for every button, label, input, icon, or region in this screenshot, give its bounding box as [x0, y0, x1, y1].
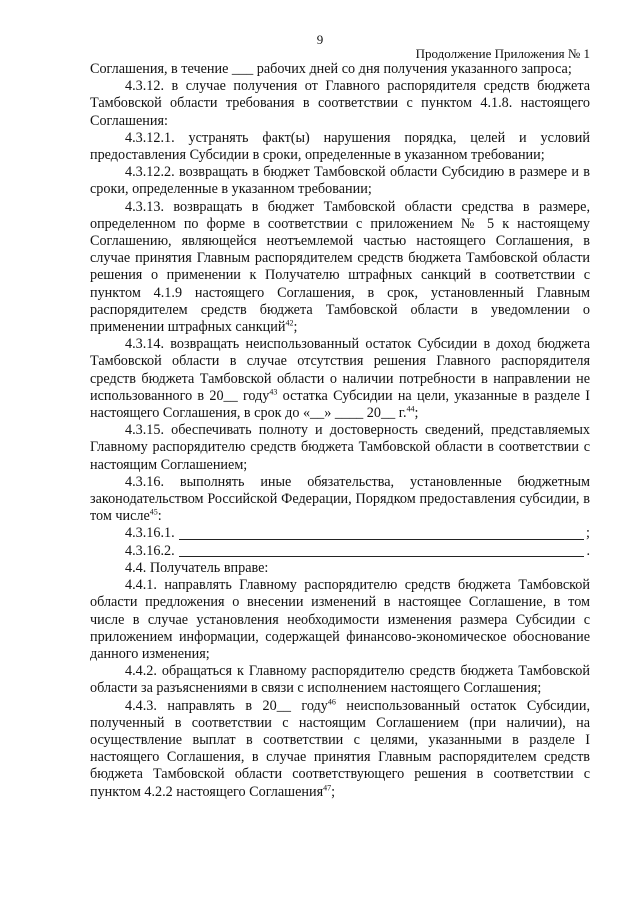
footnote-ref-47: 47 [323, 782, 332, 792]
item-label: 4.3.16.2. [125, 542, 175, 559]
item-label: 4.3.16.1. [125, 525, 175, 542]
paragraph-4-3-13 [90, 199, 590, 337]
paragraph-4-3-12-1: 4.3.12.1. устранять факт(ы) нарушения порядка, целей и условий предоставления Субсидии в сроки, определенные в указанном требовании; [90, 129, 590, 164]
appendix-continuation-note: Продолжение Приложения № 1 [415, 46, 590, 61]
paragraph-4-4-2: 4.4.2. обращаться к Главному распорядителю средств бюджета Тамбовской области за разъяснениями в связи с исполнением настоящего Соглашения; [90, 663, 590, 697]
paragraph-4-4-3-text-a: 4.4.3. направлять в 20__ году [125, 697, 328, 714]
paragraph-4-3-15: 4.3.15. обеспечивать полноту и достоверность сведений, представляемых Главному распорядителю средств бюджета Тамбовской области в соответствии с настоящим Соглашением; [90, 422, 590, 473]
paragraph-request-term: Соглашения, в течение ___ рабочих дней со дня получения указанного запроса; [90, 61, 572, 77]
paragraph-4-3-12-2: 4.3.12.2. возвращать в бюджет Тамбовской области Субсидию в размере и в сроки, определенные в указанном требовании; [90, 164, 590, 198]
footnote-ref-45: 45 [149, 507, 158, 517]
footnote-ref-46: 46 [327, 696, 336, 706]
paragraph-4-3-14 [90, 336, 590, 422]
paragraph-4-4-1: 4.4.1. направлять Главному распорядителю средств бюджета Тамбовской области предложения о внесении изменений в настоящее Соглашение, в том числе в случае установления необходимости изменения размера Субсидии с приложением информации, содержащей финансово-экономическое обоснование данного изменения; [90, 577, 590, 662]
paragraph-4-3-16 [90, 474, 590, 526]
paragraph-end-mark: ; [331, 783, 336, 800]
paragraph-end-mark: ; [293, 319, 298, 336]
paragraph-4-3-12: 4.3.12. в случае получения от Главного распорядителя средств бюджета Тамбовской области требования в соответствии с пунктом 4.1.8. настоящего Соглашения: [90, 78, 590, 129]
footnote-ref-43: 43 [269, 387, 278, 397]
paragraph-4-4: 4.4. Получатель вправе: [125, 559, 269, 576]
item-end-mark: . [586, 542, 590, 559]
paragraph-4-3-16-text: 4.3.16. выполнять иные обязательства, установленные бюджетным законодательством Российской Федерации, Порядком предоставления субсидии, в том числе [90, 473, 590, 525]
item-4-3-16-2 [90, 543, 590, 560]
footnote-ref-42: 42 [285, 318, 294, 328]
paragraph-end-mark: ; [414, 405, 419, 422]
paragraph-end-mark: : [157, 508, 162, 525]
paragraph-4-3-14-text-b: остатка Субсидии на цели, указанные в разделе I настоящего Соглашения, в срок до «__» ____ 20__ г. [90, 387, 590, 422]
page-number: 9 [316, 32, 324, 47]
item-end-mark: ; [586, 525, 590, 542]
blank-line [179, 555, 585, 557]
item-4-3-16-1 [90, 525, 590, 542]
blank-line [179, 538, 584, 540]
paragraph-4-4-3 [90, 698, 590, 801]
paragraph-4-3-13-text: 4.3.13. возвращать в бюджет Тамбовской области средства в размере, определенном по форме в соответствии с приложением № 5 к настоящему Соглашению, являющейся неотъемлемой частью настоящего Соглашения, в случае принятия Главным распорядителем средств бюджета Тамбовской области решения о применении к Получателю штрафных санкций в соответствии с пунктом 4.1.9 настоящего Соглашения, в срок, установленный Главным распорядителем средств бюджета Тамбовской области в уведомлении о применении штрафных санкций [90, 198, 590, 336]
paragraph-4-4-3-text-b: неиспользованный остаток Субсидии, полученный в соответствии с настоящим Соглашением (при наличии), на осуществление выплат в соответствии с целями, указанными в разделе I настоящего Соглашения, в случае принятия Главным распорядителем средств бюджета Тамбовской области соответствующего решения в соответствии с пунктом 4.2.2 настоящего Соглашения [90, 697, 591, 800]
document-body [90, 61, 590, 801]
paragraph-4-3-14-text-a: 4.3.14. возвращать неиспользованный остаток Субсидии в доход бюджета Тамбовской области в случае отсутствия решения Главного распорядителя средств бюджета Тамбовской области о наличии потребности в направлении не использованного в 20__ году [90, 336, 590, 404]
footnote-ref-44: 44 [406, 404, 415, 414]
